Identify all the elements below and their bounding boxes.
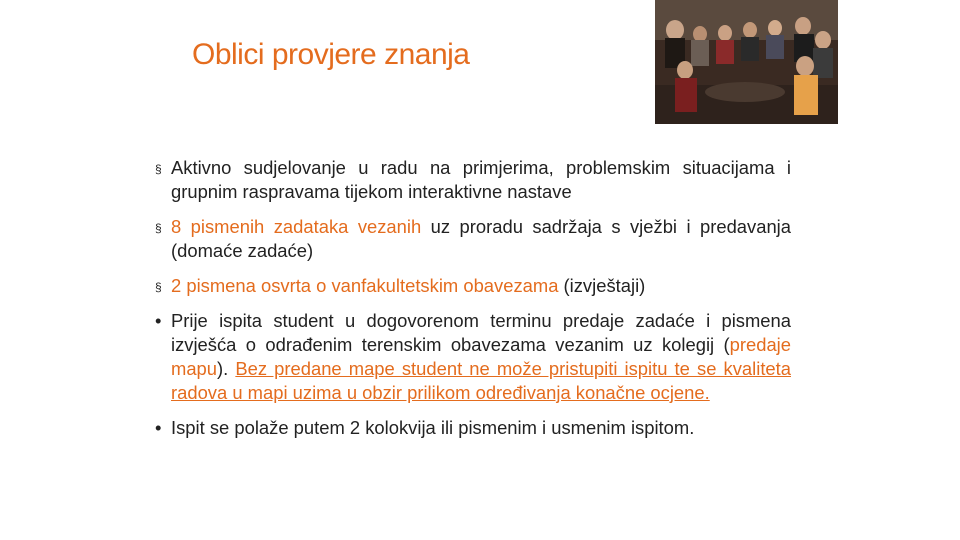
group-photo-icon (655, 0, 838, 124)
underlined-highlighted-text: Bez predane mape student ne može pristupiti ispitu te se kvaliteta radova u mapi uzima u obzir prilikom određivanja konačne ocjene. (171, 358, 791, 403)
group-photo-image (655, 0, 838, 124)
highlighted-text: 8 pismenih zadataka vezanih (171, 216, 422, 237)
highlighted-text: 2 pismena osvrta o vanfakultetskim obavezama (171, 275, 559, 296)
bullet-text: Prije ispita student u dogovorenom terminu predaje zadaće i pismena izvješća o odrađenim terenskim obavezama vezanim uz kolegij ( (171, 310, 791, 355)
list-item (155, 274, 791, 298)
list-item (155, 309, 791, 405)
highlighted-text: predaje mapu (171, 334, 791, 379)
slide-title: Oblici provjere znanja (192, 38, 470, 71)
bullet-text: Aktivno sudjelovanje u radu na primjerima, problemskim situacijama i grupnim raspravama tijekom interaktivne nastave (171, 157, 791, 202)
bullet-marker: • (155, 310, 162, 331)
bullet-marker: § (155, 221, 162, 235)
list-item (155, 156, 791, 204)
bullet-text: (izvještaji) (558, 275, 646, 296)
bullet-text: Ispit se polaže putem 2 kolokvija ili pismenim i usmenim ispitom. (171, 417, 695, 438)
bullet-text: ). (217, 358, 236, 379)
bullet-list (155, 156, 791, 451)
bullet-marker: § (155, 280, 162, 294)
list-item (155, 215, 791, 263)
bullet-marker: • (155, 417, 162, 438)
list-item (155, 416, 791, 440)
bullet-text: uz proradu sadržaja s vježbi i predavanja (domaće zadaće) (171, 216, 791, 261)
bullet-marker: § (155, 162, 162, 176)
